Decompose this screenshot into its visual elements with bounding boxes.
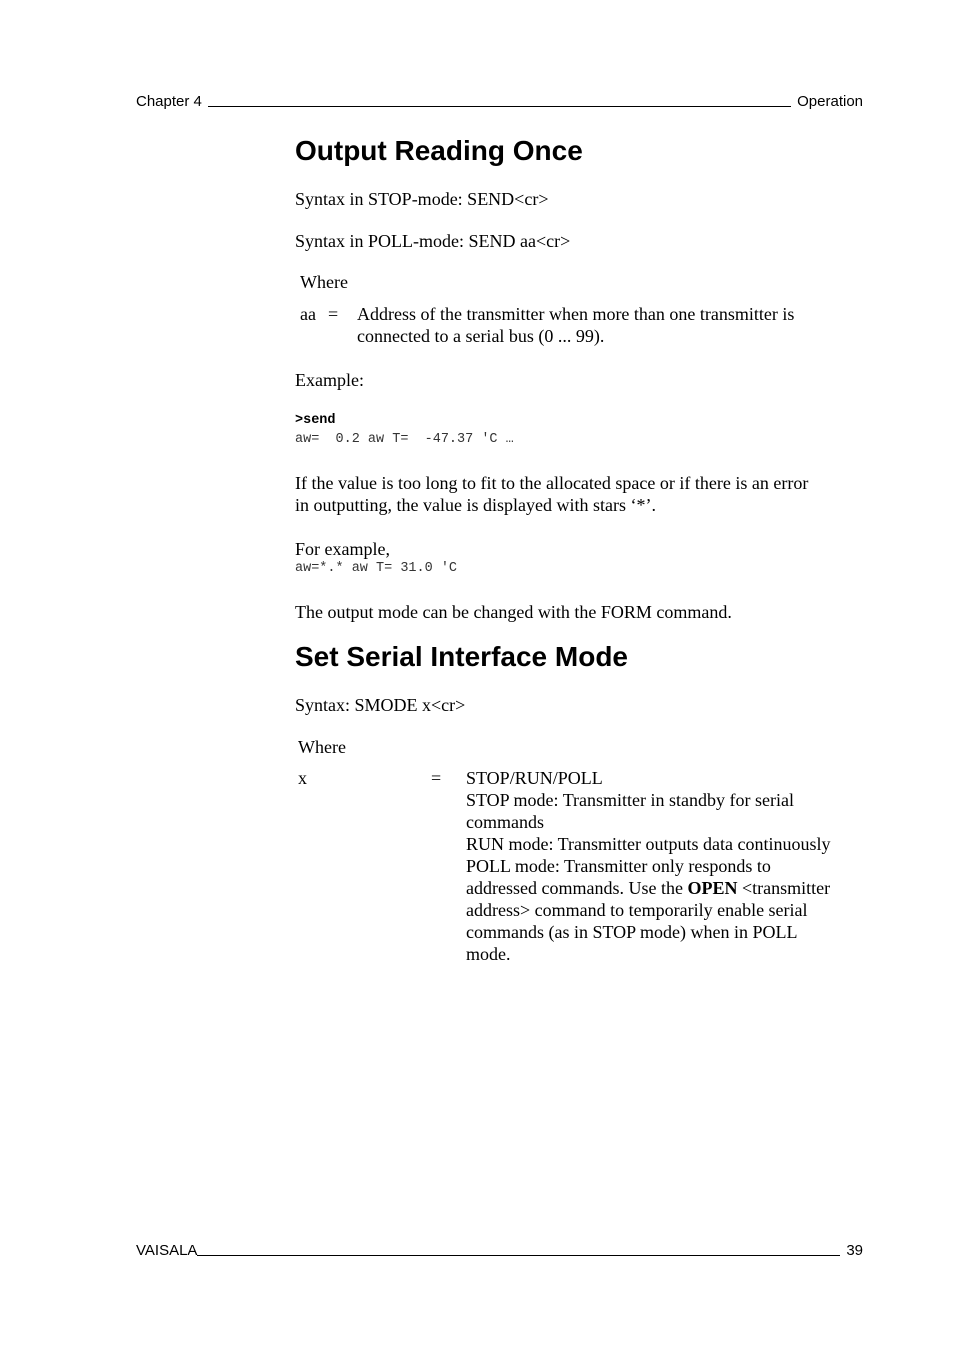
example-label: Example: <box>295 370 364 390</box>
smode-syntax: Syntax: SMODE x<cr> <box>295 695 466 715</box>
page-header <box>136 90 863 110</box>
param-aa-equals: = <box>328 304 339 324</box>
param-aa-desc-line: connected to a serial bus (0 ... 99). <box>357 326 605 346</box>
command-send: >send <box>295 413 336 428</box>
param-x-desc-line: commands <box>466 812 544 832</box>
form-command-note: The output mode can be changed with the FORM command. <box>295 602 732 622</box>
param-x-description <box>466 767 831 965</box>
param-aa-key: aa <box>300 304 316 324</box>
section-title-output-reading-once: Output Reading Once <box>295 135 583 166</box>
footer-page-number: 39 <box>846 1242 863 1259</box>
footer-company: VAISALA <box>136 1242 198 1259</box>
error-line: If the value is too long to fit to the allocated space or if there is an error <box>295 473 809 493</box>
param-aa-desc-line: Address of the transmitter when more than one transmitter is <box>357 304 795 324</box>
param-x-desc-line-open <box>466 877 831 899</box>
param-x-desc-line: RUN mode: Transmitter outputs data continuously <box>466 834 831 854</box>
star-output: aw=*.* aw T= 31.0 'C <box>295 561 458 576</box>
where-label: Where <box>300 272 348 292</box>
syntax-poll-mode: Syntax in POLL-mode: SEND aa<cr> <box>295 231 571 251</box>
error-line: in outputting, the value is displayed with stars ‘*’. <box>295 495 656 515</box>
param-x-desc-line: POLL mode: Transmitter only responds to <box>466 856 771 876</box>
header-section: Operation <box>797 93 863 110</box>
error-paragraph <box>295 472 808 516</box>
param-x-key: x <box>298 768 307 788</box>
header-rule <box>208 106 791 107</box>
param-aa-description <box>357 303 794 347</box>
section-title-set-serial-interface-mode: Set Serial Interface Mode <box>295 641 629 672</box>
page-footer <box>136 1239 863 1259</box>
header-chapter: Chapter 4 <box>136 93 202 110</box>
where-label-2: Where <box>298 737 346 757</box>
param-x-desc-line: STOP/RUN/POLL <box>466 768 603 788</box>
command-output: aw= 0.2 aw T= -47.37 'C … <box>295 432 514 447</box>
footer-rule <box>197 1255 840 1256</box>
syntax-stop-mode: Syntax in STOP-mode: SEND<cr> <box>295 189 549 209</box>
open-pre-text: addressed commands. Use the <box>466 878 688 898</box>
param-x-desc-line: commands (as in STOP mode) when in POLL <box>466 922 798 942</box>
param-x-desc-line: mode. <box>466 944 511 964</box>
for-example-label: For example, <box>295 539 390 559</box>
open-command-bold: OPEN <box>687 878 738 898</box>
param-x-desc-line: address> command to temporarily enable serial <box>466 900 808 920</box>
open-post-text: <transmitter <box>737 878 831 898</box>
param-x-equals: = <box>431 768 442 788</box>
param-x-desc-line: STOP mode: Transmitter in standby for serial <box>466 790 794 810</box>
